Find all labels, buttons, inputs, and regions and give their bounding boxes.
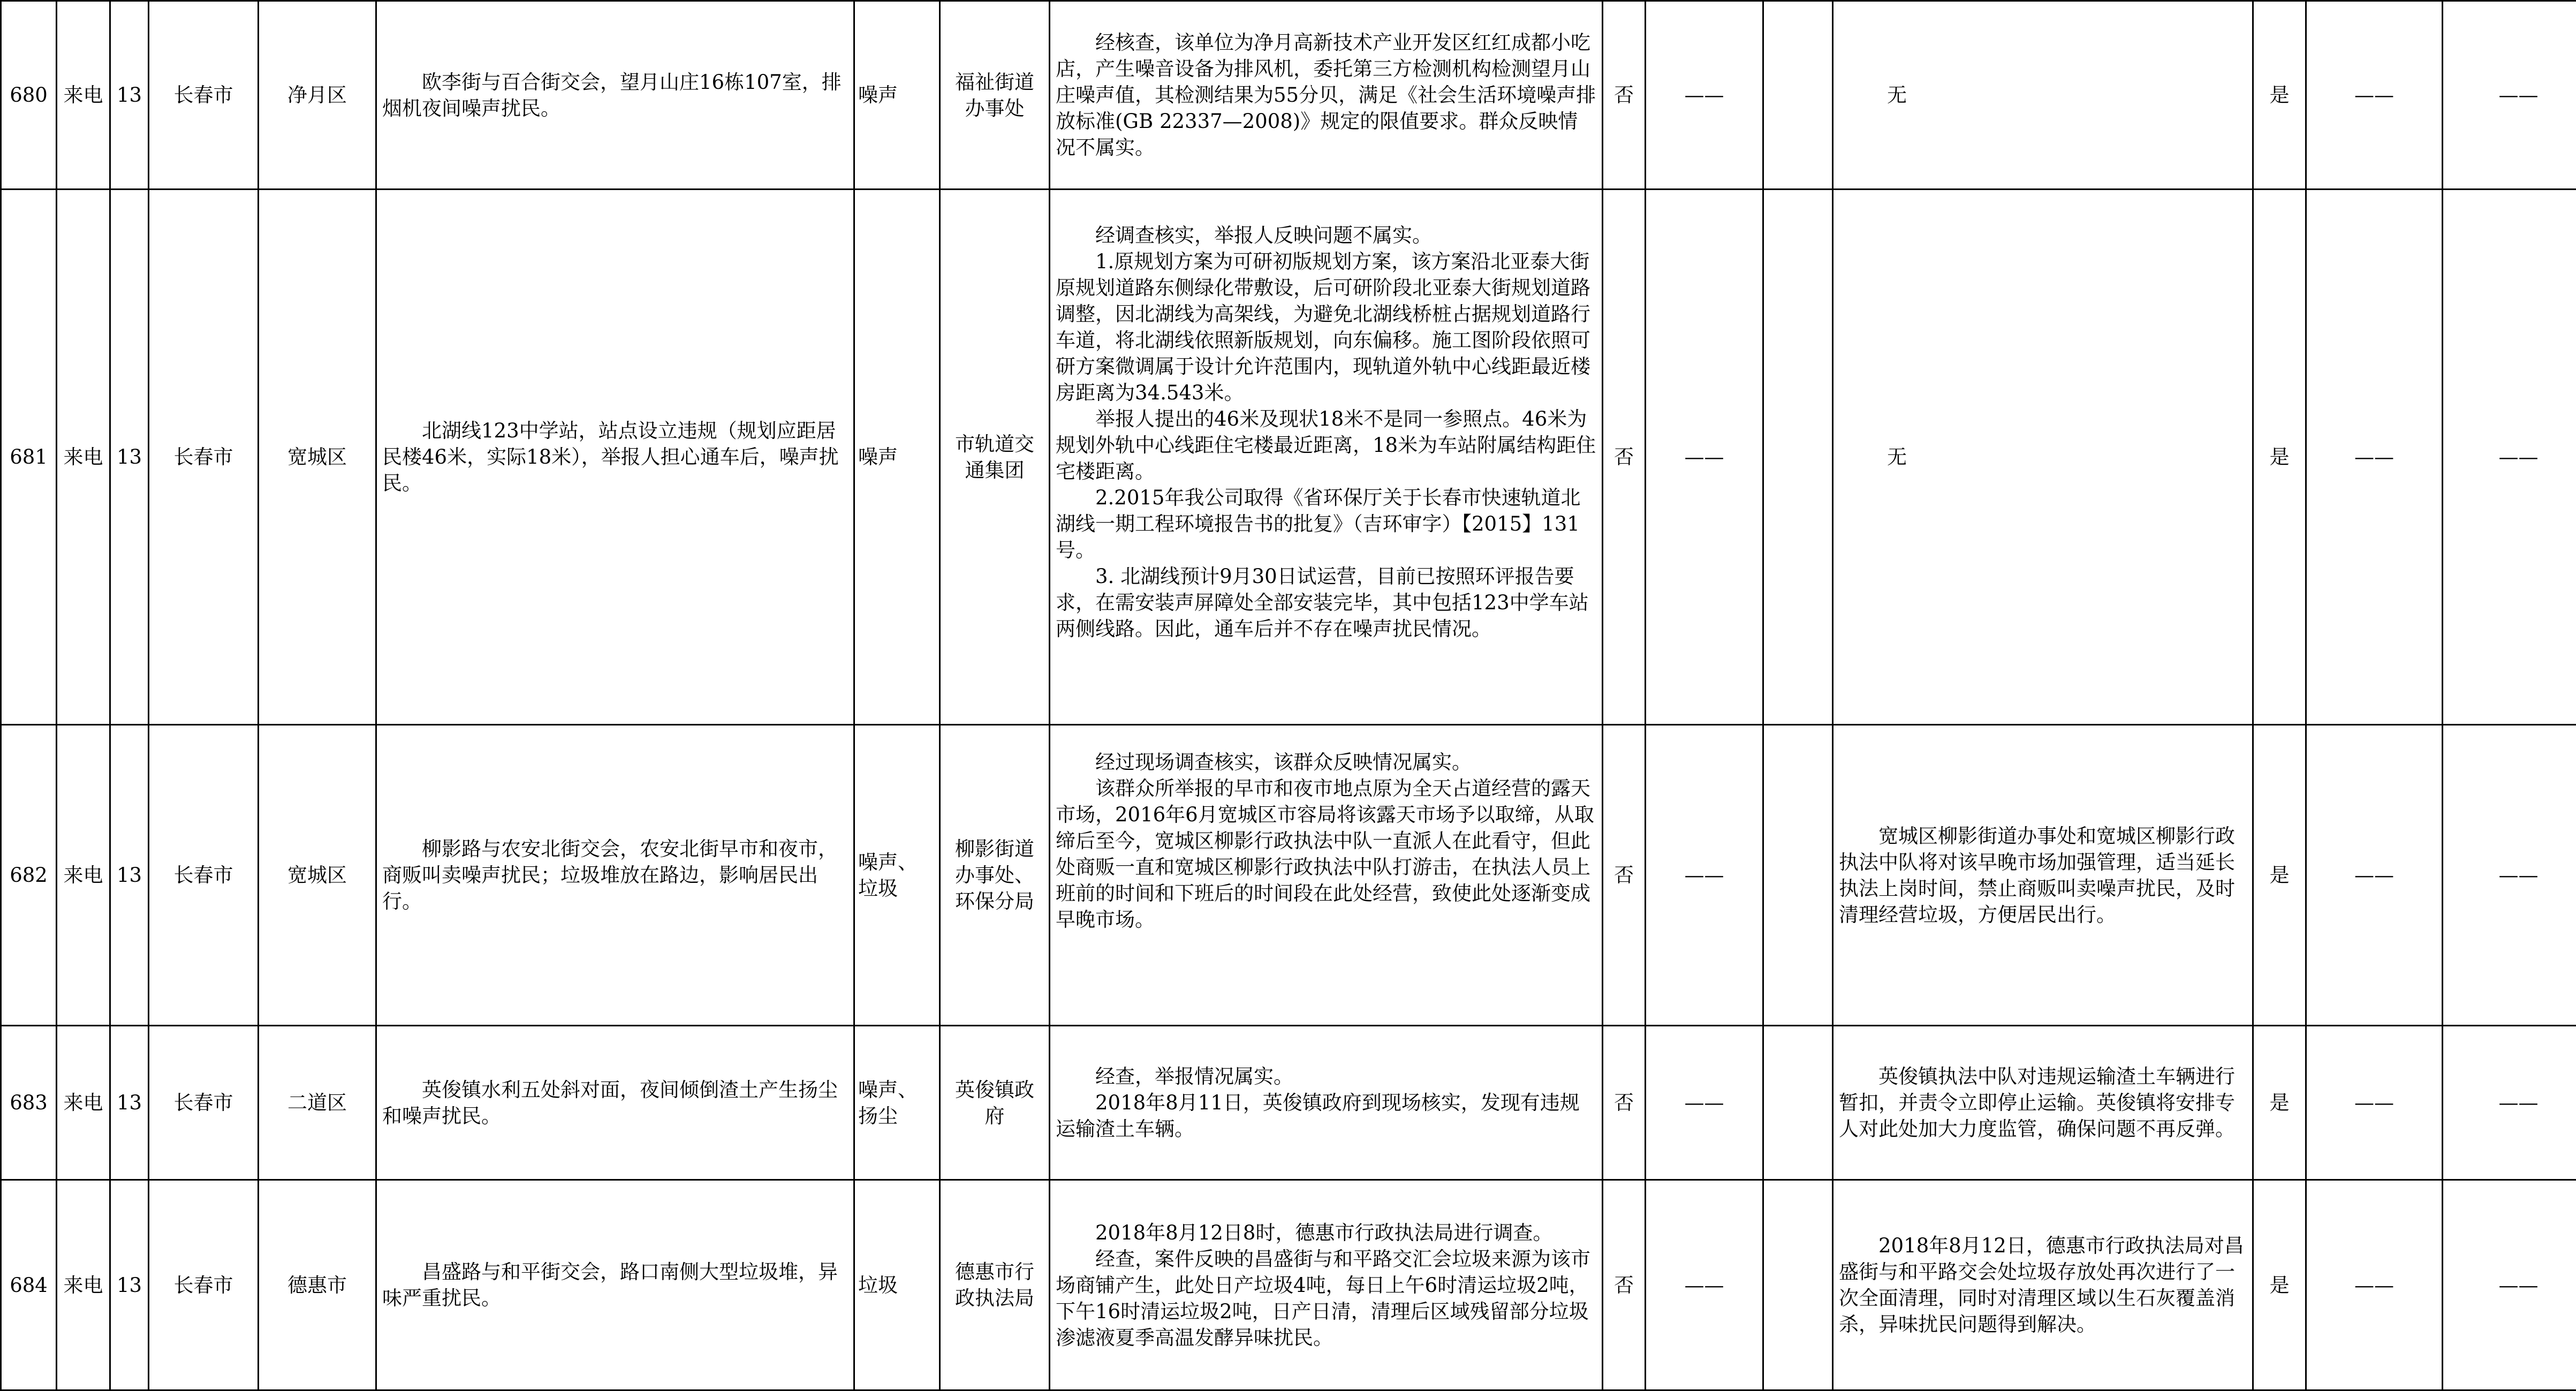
findings-paragraph: 经调查核实，举报人反映问题不属实。 <box>1056 222 1596 248</box>
cell-source <box>57 725 110 1026</box>
cell-extra-2 <box>2443 1180 2576 1390</box>
cell-text-complaint: 欧李街与百合街交会，望月山庄16栋107室，排烟机夜间噪声扰民。 <box>382 69 848 122</box>
cell-penalty-extra <box>1763 1026 1833 1180</box>
cell-text-col15: —— <box>2499 84 2539 107</box>
cell-batch <box>110 1180 149 1390</box>
cell-batch <box>110 725 149 1026</box>
cell-text-penalized: 否 <box>1614 445 1634 468</box>
cell-handler <box>940 1026 1050 1180</box>
cell-public <box>2253 725 2306 1026</box>
cell-rectification <box>1833 725 2253 1026</box>
cell-text-no: 681 <box>10 445 48 468</box>
cell-pollution-type <box>854 725 940 1026</box>
cell-text-batch: 13 <box>117 864 142 887</box>
cell-text-rectification: 英俊镇执法中队对违规运输渣土车辆进行暂扣，并责令立即停止运输。英俊镇将安排专人对此处加大力度监管，确保问题不再反弹。 <box>1839 1063 2247 1142</box>
cell-rectification <box>1833 190 2253 725</box>
cell-city <box>149 1026 259 1180</box>
cell-text-district: 净月区 <box>287 84 347 107</box>
table-row <box>1 1026 2576 1180</box>
cell-source <box>57 1180 110 1390</box>
cell-penalty-detail <box>1646 1180 1763 1390</box>
cell-text-public: 是 <box>2270 864 2290 887</box>
cell-text-pollution: 噪声 <box>858 84 898 107</box>
cell-findings <box>1050 1026 1603 1180</box>
cell-extra-2 <box>2443 1 2576 190</box>
cell-handler <box>940 1180 1050 1390</box>
cell-text-penalty-detail: —— <box>1685 445 1724 468</box>
cell-text-col15: —— <box>2499 445 2539 468</box>
cell-handler <box>940 190 1050 725</box>
cell-text-public: 是 <box>2270 1091 2290 1114</box>
cell-penalty-detail <box>1646 190 1763 725</box>
cell-source <box>57 1 110 190</box>
table-row <box>1 1 2576 190</box>
cell-text-city: 长春市 <box>174 445 233 468</box>
findings-paragraph: 3. 北湖线预计9月30日试运营，目前已按照环评报告要求，在需安装声屏障处全部安装完毕，其中包括123中学车站两侧线路。因此，通车后并不存在噪声扰民情况。 <box>1056 563 1596 642</box>
cell-penalized <box>1603 190 1646 725</box>
table-row <box>1 725 2576 1026</box>
cell-text-penalty-detail: —— <box>1685 84 1724 107</box>
cell-text-public: 是 <box>2270 1274 2290 1297</box>
cell-extra-2 <box>2443 190 2576 725</box>
cell-text-complaint: 北湖线123中学站，站点设立违规（规划应距居民楼46米，实际18米），举报人担心通车后，噪声扰民。 <box>382 418 848 496</box>
cell-text-col14: —— <box>2354 864 2394 887</box>
cell-text-no: 682 <box>10 864 48 887</box>
cell-text-rectification: 宽城区柳影街道办事处和宽城区柳影行政执法中队将对该早晚市场加强管理，适当延长执法上岗时间，禁止商贩叫卖噪声扰民，及时清理经营垃圾，方便居民出行。 <box>1839 823 2247 928</box>
cell-text-batch: 13 <box>117 1091 142 1114</box>
cell-text-no: 684 <box>10 1274 48 1297</box>
cell-text-penalized: 否 <box>1614 1091 1634 1114</box>
cell-penalty-detail <box>1646 1 1763 190</box>
cell-rectification <box>1833 1 2253 190</box>
cell-text-penalty-detail: —— <box>1685 1091 1724 1114</box>
cell-penalized <box>1603 1 1646 190</box>
cell-penalty-detail <box>1646 1026 1763 1180</box>
findings-paragraph: 举报人提出的46米及现状18米不是同一参照点。46米为规划外轨中心线距住宅楼最近距离，18米为车站附属结构距住宅楼距离。 <box>1056 406 1596 485</box>
findings-paragraph: 2018年8月11日，英俊镇政府到现场核实，发现有违规运输渣土车辆。 <box>1056 1090 1596 1142</box>
cell-district <box>259 1 376 190</box>
cell-extra-1 <box>2306 1026 2443 1180</box>
cell-text-source: 来电 <box>64 445 103 468</box>
cell-city <box>149 1180 259 1390</box>
cell-penalty-extra <box>1763 190 1833 725</box>
cell-pollution-type <box>854 1 940 190</box>
cell-penalty-extra <box>1763 1180 1833 1390</box>
cell-findings <box>1050 725 1603 1026</box>
cell-penalty-extra <box>1763 1 1833 190</box>
cell-text-col14: —— <box>2354 1274 2394 1297</box>
cell-extra-1 <box>2306 1 2443 190</box>
cell-text-handler: 德惠市行政执法局 <box>955 1260 1034 1310</box>
cell-text-pollution: 噪声、扬尘 <box>858 1078 918 1128</box>
cell-text-city: 长春市 <box>174 1091 233 1114</box>
cell-text-source: 来电 <box>64 84 103 107</box>
cell-handler <box>940 725 1050 1026</box>
cell-city <box>149 190 259 725</box>
cell-text-city: 长春市 <box>174 1274 233 1297</box>
cell-pollution-type <box>854 1026 940 1180</box>
cell-district <box>259 1180 376 1390</box>
cell-complaint <box>376 725 854 1026</box>
cell-text-col14: —— <box>2354 1091 2394 1114</box>
cell-rectification <box>1833 1026 2253 1180</box>
cell-text-penalized: 否 <box>1614 864 1634 887</box>
cell-text-col15: —— <box>2499 1274 2539 1297</box>
cell-text-batch: 13 <box>117 1274 142 1297</box>
cell-city <box>149 1 259 190</box>
cell-rectification <box>1833 1180 2253 1390</box>
cell-number <box>1 1 57 190</box>
cell-text-penalized: 否 <box>1614 1274 1634 1297</box>
cell-text-complaint: 英俊镇水利五处斜对面，夜间倾倒渣土产生扬尘和噪声扰民。 <box>382 1077 848 1129</box>
cell-findings <box>1050 1 1603 190</box>
cell-number <box>1 190 57 725</box>
cell-district <box>259 725 376 1026</box>
cell-number <box>1 725 57 1026</box>
cell-complaint <box>376 1180 854 1390</box>
findings-paragraph: 1.原规划方案为可研初版规划方案，该方案沿北亚泰大街原规划道路东侧绿化带敷设，后可研阶段北亚泰大街规划道路调整，因北湖线为高架线，为避免北湖线桥桩占据规划道路行车道，将北湖线依照新版规划，向东偏移。施工图阶段依照可研方案微调属于设计允许范围内，现轨道外轨中心线距最近楼房距离为34.543米。 <box>1056 248 1596 406</box>
cell-text-col14: —— <box>2354 445 2394 468</box>
cell-text-handler: 英俊镇政府 <box>955 1078 1034 1128</box>
cell-city <box>149 725 259 1026</box>
cell-source <box>57 190 110 725</box>
findings-paragraph: 经过现场调查核实，该群众反映情况属实。 <box>1056 749 1596 775</box>
findings-paragraph: 经查，案件反映的昌盛街与和平路交汇会垃圾来源为该市场商铺产生，此处日产垃圾4吨，每日上午6时清运垃圾2吨，下午16时清运垃圾2吨，日产日清，清理后区域残留部分垃圾渗滤液夏季高温发酵异味扰民。 <box>1056 1246 1596 1351</box>
cell-penalty-extra <box>1763 725 1833 1026</box>
cell-text-penalized: 否 <box>1614 84 1634 107</box>
cell-extra-2 <box>2443 1026 2576 1180</box>
cell-text-col15: —— <box>2499 864 2539 887</box>
cell-text-district: 二道区 <box>287 1091 347 1114</box>
cell-findings <box>1050 190 1603 725</box>
cell-public <box>2253 1 2306 190</box>
cell-source <box>57 1026 110 1180</box>
cell-public <box>2253 1026 2306 1180</box>
cell-text-handler: 市轨道交通集团 <box>955 433 1034 482</box>
cell-text-col15: —— <box>2499 1091 2539 1114</box>
cell-text-col14: —— <box>2354 84 2394 107</box>
cell-batch <box>110 1026 149 1180</box>
cell-number <box>1 1180 57 1390</box>
cell-pollution-type <box>854 1180 940 1390</box>
cell-district <box>259 190 376 725</box>
cell-text-district: 德惠市 <box>287 1274 347 1297</box>
cell-text-rectification: 无 <box>1839 444 1907 470</box>
cell-text-pollution: 噪声 <box>858 445 898 468</box>
cell-text-batch: 13 <box>117 445 142 468</box>
cell-text-public: 是 <box>2270 445 2290 468</box>
cell-text-source: 来电 <box>64 864 103 887</box>
cell-penalized <box>1603 1180 1646 1390</box>
cell-text-no: 683 <box>10 1091 48 1114</box>
cell-batch <box>110 1 149 190</box>
table-row <box>1 1180 2576 1390</box>
cell-text-source: 来电 <box>64 1274 103 1297</box>
cell-handler <box>940 1 1050 190</box>
cell-text-district: 宽城区 <box>287 445 347 468</box>
cell-text-source: 来电 <box>64 1091 103 1114</box>
cell-complaint <box>376 190 854 725</box>
cell-text-public: 是 <box>2270 84 2290 107</box>
cell-penalized <box>1603 725 1646 1026</box>
cell-public <box>2253 1180 2306 1390</box>
cell-text-district: 宽城区 <box>287 864 347 887</box>
cell-text-handler: 柳影街道办事处、环保分局 <box>955 837 1034 913</box>
cell-text-no: 680 <box>10 84 48 107</box>
cell-text-pollution: 垃圾 <box>858 1274 898 1297</box>
findings-paragraph: 经查，举报情况属实。 <box>1056 1063 1596 1090</box>
cell-text-complaint: 柳影路与农安北街交会，农安北街早市和夜市，商贩叫卖噪声扰民；垃圾堆放在路边，影响居民出行。 <box>382 836 848 914</box>
cell-findings <box>1050 1180 1603 1390</box>
cell-batch <box>110 190 149 725</box>
cell-text-penalty-detail: —— <box>1685 864 1724 887</box>
cell-text-penalty-detail: —— <box>1685 1274 1724 1297</box>
cell-pollution-type <box>854 190 940 725</box>
cell-complaint <box>376 1026 854 1180</box>
cell-text-city: 长春市 <box>174 84 233 107</box>
cell-text-batch: 13 <box>117 84 142 107</box>
cell-public <box>2253 190 2306 725</box>
cell-extra-1 <box>2306 190 2443 725</box>
findings-paragraph: 2.2015年我公司取得《省环保厅关于长春市快速轨道北湖线一期工程环境报告书的批复》（吉环审字）【2015】131号。 <box>1056 485 1596 563</box>
findings-paragraph: 该群众所举报的早市和夜市地点原为全天占道经营的露天市场，2016年6月宽城区市容局将该露天市场予以取缔，从取缔后至今，宽城区柳影行政执法中队一直派人在此看守，但此处商贩一直和宽城区柳影行政执法中队打游击，在执法人员上班前的时间和下班后的时间段在此处经营，致使此处逐渐变成早晚市场。 <box>1056 775 1596 933</box>
findings-paragraph: 2018年8月12日8时，德惠市行政执法局进行调查。 <box>1056 1220 1596 1246</box>
cell-text-pollution: 噪声、垃圾 <box>858 851 918 900</box>
cell-text-rectification: 无 <box>1839 82 1907 108</box>
cell-penalty-detail <box>1646 725 1763 1026</box>
table-row <box>1 190 2576 725</box>
cell-extra-1 <box>2306 725 2443 1026</box>
cell-text-rectification: 2018年8月12日，德惠市行政执法局对昌盛街与和平路交会处垃圾存放处再次进行了一次全面清理，同时对清理区域以生石灰覆盖消杀，异味扰民问题得到解决。 <box>1839 1233 2247 1337</box>
findings-paragraph: 经核查，该单位为净月高新技术产业开发区红红成都小吃店，产生噪音设备为排风机，委托第三方检测机构检测望月山庄噪声值，其检测结果为55分贝，满足《社会生活环境噪声排放标准(GB 22337—2008)》规定的限值要求。群众反映情况不属实。 <box>1056 29 1596 161</box>
cell-text-city: 长春市 <box>174 864 233 887</box>
cell-extra-2 <box>2443 725 2576 1026</box>
cell-complaint <box>376 1 854 190</box>
cell-district <box>259 1026 376 1180</box>
cell-extra-1 <box>2306 1180 2443 1390</box>
cell-penalized <box>1603 1026 1646 1180</box>
cell-text-handler: 福祉街道办事处 <box>955 71 1034 120</box>
cell-text-complaint: 昌盛路与和平街交会，路口南侧大型垃圾堆，异味严重扰民。 <box>382 1259 848 1311</box>
cell-number <box>1 1026 57 1180</box>
